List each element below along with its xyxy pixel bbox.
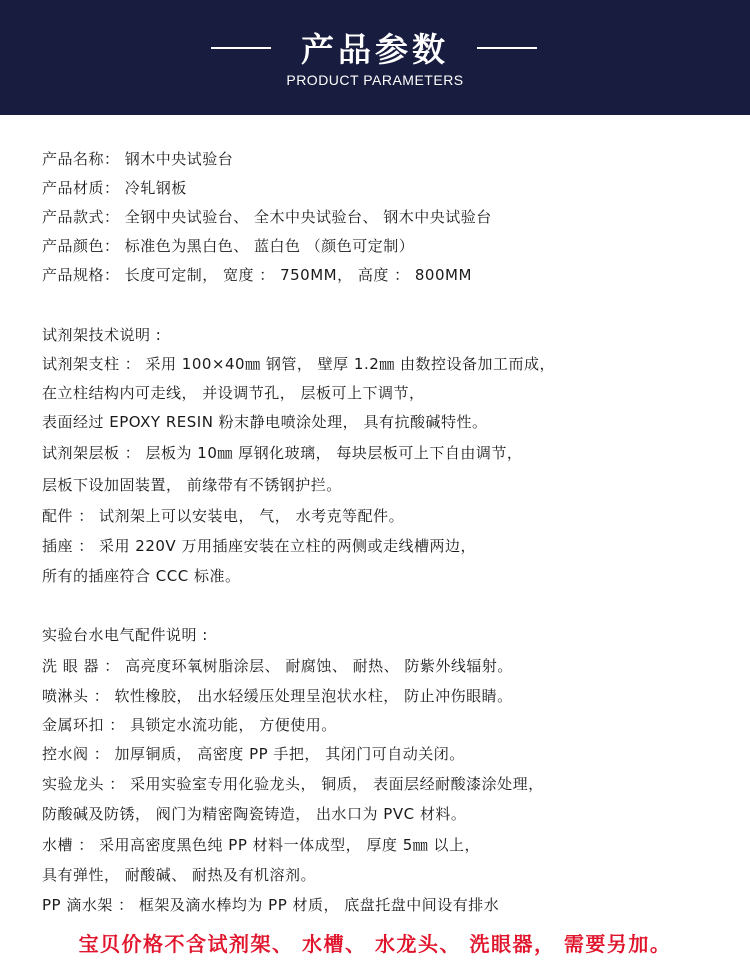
- product-name-line: 产品名称： 钢木中央试验台: [42, 150, 234, 168]
- reagent-rack-line: 配件 ： 试剂架上可以安装电， 气， 水考克等配件。: [42, 507, 405, 525]
- page-title: 产品参数: [301, 30, 449, 69]
- reagent-rack-line: 在立柱结构内可走线， 并设调节孔， 层板可上下调节，: [42, 384, 425, 402]
- fittings-heading: 实验台水电气配件说明 :: [42, 626, 208, 644]
- fittings-line: 喷淋头 ： 软性橡胶， 出水轻缓压处理呈泡状水柱， 防止冲伤眼睛。: [42, 687, 513, 705]
- product-style-line: 产品款式： 全钢中央试验台、 全木中央试验台、 钢木中央试验台: [42, 208, 492, 226]
- fittings-line: 实验龙头 ： 采用实验室专用化验龙头， 铜质， 表面层经耐酸漆涂处理，: [42, 775, 544, 793]
- reagent-rack-line: 表面经过 EPOXY RESIN 粉末静电喷涂处理， 具有抗酸碱特性。: [42, 413, 488, 431]
- fittings-line: 控水阀 ： 加厚铜质， 高密度 PP 手把， 其闭门可自动关闭。: [42, 745, 465, 763]
- fittings-line: 水槽 ： 采用高密度黑色纯 PP 材料一体成型， 厚度 5㎜ 以上，: [42, 836, 481, 854]
- reagent-rack-heading: 试剂架技术说明 :: [42, 326, 162, 344]
- reagent-rack-line: 所有的插座符合 CCC 标准。: [42, 567, 241, 585]
- reagent-rack-line: 试剂架支柱 ： 采用 100×40㎜ 钢管， 壁厚 1.2㎜ 由数控设备加工而成，: [42, 355, 556, 373]
- product-color-line: 产品颜色： 标准色为黑白色、 蓝白色 （颜色可定制）: [42, 237, 415, 255]
- fittings-line: 防酸碱及防锈， 阀门为精密陶瓷铸造， 出水口为 PVC 材料。: [42, 805, 467, 823]
- fittings-line: 金属环扣 ： 具锁定水流功能， 方便使用。: [42, 716, 337, 734]
- product-material-line: 产品材质： 冷轧钢板: [42, 179, 187, 197]
- page-subtitle: PRODUCT PARAMETERS: [286, 72, 464, 88]
- header-banner: [0, 0, 750, 115]
- reagent-rack-line: 试剂架层板 ： 层板为 10㎜ 厚钢化玻璃， 每块层板可上下自由调节，: [42, 444, 523, 462]
- product-spec-line: 产品规格： 长度可定制， 宽度 ： 750MM， 高度 ： 800MM: [42, 266, 472, 284]
- fittings-line: 洗 眼 器 ： 高亮度环氧树脂涂层、 耐腐蚀、 耐热、 防紫外线辐射。: [42, 657, 513, 675]
- fittings-line: 具有弹性， 耐酸碱、 耐热及有机溶剂。: [42, 866, 317, 884]
- header-divider-right: [477, 47, 537, 49]
- reagent-rack-line: 插座 ： 采用 220V 万用插座安装在立柱的两侧或走线槽两边，: [42, 537, 476, 555]
- price-notice: 宝贝价格不含试剂架、 水槽、 水龙头、 洗眼器， 需要另加。: [78, 932, 672, 956]
- fittings-line: PP 滴水架 ： 框架及滴水棒均为 PP 材质， 底盘托盘中间设有排水: [42, 896, 500, 914]
- reagent-rack-line: 层板下设加固装置， 前缘带有不锈钢护拦。: [42, 476, 342, 494]
